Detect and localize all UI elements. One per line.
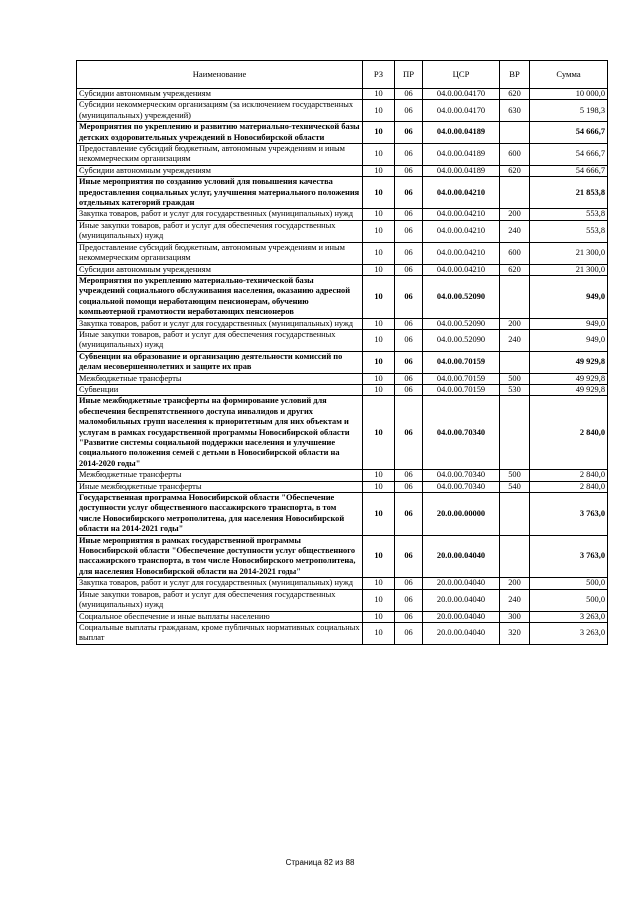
cell-rz: 10 bbox=[363, 481, 395, 492]
column-header-pr: ПР bbox=[395, 61, 423, 89]
cell-name: Социальные выплаты гражданам, кроме публичных нормативных социальных выплат bbox=[77, 622, 363, 644]
cell-name: Социальное обеспечение и иные выплаты населению bbox=[77, 611, 363, 622]
cell-vr bbox=[500, 275, 530, 318]
cell-vr: 240 bbox=[500, 329, 530, 351]
cell-pr: 06 bbox=[395, 318, 423, 329]
cell-name: Иные межбюджетные трансферты bbox=[77, 481, 363, 492]
cell-csr: 04.0.00.70340 bbox=[423, 481, 500, 492]
cell-pr: 06 bbox=[395, 144, 423, 166]
cell-name: Закупка товаров, работ и услуг для государственных (муниципальных) нужд bbox=[77, 578, 363, 589]
cell-pr: 06 bbox=[395, 493, 423, 536]
cell-sum: 3 763,0 bbox=[530, 493, 608, 536]
cell-sum: 949,0 bbox=[530, 329, 608, 351]
cell-pr: 06 bbox=[395, 384, 423, 395]
cell-name: Закупка товаров, работ и услуг для государственных (муниципальных) нужд bbox=[77, 209, 363, 220]
table-row bbox=[77, 220, 608, 242]
cell-csr: 04.0.00.04210 bbox=[423, 264, 500, 275]
cell-sum: 3 263,0 bbox=[530, 611, 608, 622]
cell-vr: 200 bbox=[500, 578, 530, 589]
cell-rz: 10 bbox=[363, 220, 395, 242]
cell-csr: 04.0.00.52090 bbox=[423, 329, 500, 351]
cell-sum: 49 929,8 bbox=[530, 351, 608, 373]
cell-rz: 10 bbox=[363, 622, 395, 644]
cell-name: Субвенции на образование и организацию деятельности комиссий по делам несовершеннолетних и защите их прав bbox=[77, 351, 363, 373]
cell-sum: 2 840,0 bbox=[530, 481, 608, 492]
cell-vr: 500 bbox=[500, 470, 530, 481]
cell-vr: 630 bbox=[500, 100, 530, 122]
cell-csr: 04.0.00.04210 bbox=[423, 220, 500, 242]
page-number: Страница 82 из 88 bbox=[285, 858, 355, 867]
cell-sum: 21 300,0 bbox=[530, 264, 608, 275]
cell-vr bbox=[500, 177, 530, 209]
column-header-sum: Сумма bbox=[530, 61, 608, 89]
table-row bbox=[77, 329, 608, 351]
cell-csr: 04.0.00.70340 bbox=[423, 396, 500, 470]
cell-rz: 10 bbox=[363, 351, 395, 373]
cell-pr: 06 bbox=[395, 275, 423, 318]
table-row bbox=[77, 264, 608, 275]
table-row bbox=[77, 177, 608, 209]
cell-vr: 200 bbox=[500, 209, 530, 220]
table-row bbox=[77, 100, 608, 122]
cell-csr: 04.0.00.04189 bbox=[423, 165, 500, 176]
table-row bbox=[77, 396, 608, 470]
cell-sum: 21 300,0 bbox=[530, 242, 608, 264]
table-row bbox=[77, 578, 608, 589]
cell-sum: 54 666,7 bbox=[530, 165, 608, 176]
cell-vr: 600 bbox=[500, 144, 530, 166]
cell-vr: 500 bbox=[500, 373, 530, 384]
cell-rz: 10 bbox=[363, 177, 395, 209]
table-row bbox=[77, 89, 608, 100]
cell-csr: 20.0.00.04040 bbox=[423, 622, 500, 644]
cell-pr: 06 bbox=[395, 329, 423, 351]
cell-rz: 10 bbox=[363, 493, 395, 536]
cell-pr: 06 bbox=[395, 481, 423, 492]
cell-name: Закупка товаров, работ и услуг для государственных (муниципальных) нужд bbox=[77, 318, 363, 329]
table-row bbox=[77, 384, 608, 395]
cell-rz: 10 bbox=[363, 242, 395, 264]
cell-name: Иные закупки товаров, работ и услуг для обеспечения государственных (муниципальных) нужд bbox=[77, 589, 363, 611]
cell-csr: 04.0.00.70159 bbox=[423, 373, 500, 384]
cell-vr: 240 bbox=[500, 220, 530, 242]
cell-csr: 20.0.00.04040 bbox=[423, 535, 500, 578]
cell-csr: 04.0.00.04210 bbox=[423, 209, 500, 220]
table-row bbox=[77, 611, 608, 622]
cell-pr: 06 bbox=[395, 264, 423, 275]
cell-sum: 49 929,8 bbox=[530, 384, 608, 395]
cell-pr: 06 bbox=[395, 177, 423, 209]
cell-vr: 200 bbox=[500, 318, 530, 329]
cell-csr: 04.0.00.04210 bbox=[423, 242, 500, 264]
table-row bbox=[77, 122, 608, 144]
cell-vr bbox=[500, 122, 530, 144]
column-header-name: Наименование bbox=[77, 61, 363, 89]
budget-table bbox=[76, 60, 608, 645]
cell-rz: 10 bbox=[363, 470, 395, 481]
cell-vr: 540 bbox=[500, 481, 530, 492]
cell-rz: 10 bbox=[363, 165, 395, 176]
cell-csr: 04.0.00.04170 bbox=[423, 100, 500, 122]
cell-csr: 20.0.00.04040 bbox=[423, 578, 500, 589]
cell-vr: 530 bbox=[500, 384, 530, 395]
cell-rz: 10 bbox=[363, 122, 395, 144]
cell-name: Иные мероприятия по созданию условий для повышения качества предоставления социальных услуг, улучшения материального положения отдельных категорий граждан bbox=[77, 177, 363, 209]
cell-sum: 553,8 bbox=[530, 220, 608, 242]
cell-csr: 04.0.00.04189 bbox=[423, 144, 500, 166]
cell-vr: 320 bbox=[500, 622, 530, 644]
table-row bbox=[77, 209, 608, 220]
table-row bbox=[77, 144, 608, 166]
cell-sum: 949,0 bbox=[530, 275, 608, 318]
cell-name: Субвенции bbox=[77, 384, 363, 395]
cell-sum: 2 840,0 bbox=[530, 470, 608, 481]
cell-pr: 06 bbox=[395, 470, 423, 481]
cell-rz: 10 bbox=[363, 373, 395, 384]
table-row bbox=[77, 481, 608, 492]
cell-pr: 06 bbox=[395, 611, 423, 622]
cell-name: Субсидии автономным учреждениям bbox=[77, 165, 363, 176]
cell-sum: 5 198,3 bbox=[530, 100, 608, 122]
cell-csr: 04.0.00.52090 bbox=[423, 318, 500, 329]
cell-sum: 21 853,8 bbox=[530, 177, 608, 209]
table-row bbox=[77, 318, 608, 329]
cell-pr: 06 bbox=[395, 100, 423, 122]
cell-sum: 49 929,8 bbox=[530, 373, 608, 384]
table-row bbox=[77, 373, 608, 384]
cell-rz: 10 bbox=[363, 318, 395, 329]
cell-sum: 3 263,0 bbox=[530, 622, 608, 644]
cell-vr: 300 bbox=[500, 611, 530, 622]
cell-rz: 10 bbox=[363, 578, 395, 589]
cell-vr: 600 bbox=[500, 242, 530, 264]
cell-sum: 553,8 bbox=[530, 209, 608, 220]
cell-vr bbox=[500, 351, 530, 373]
cell-name: Иные закупки товаров, работ и услуг для обеспечения государственных (муниципальных) нужд bbox=[77, 220, 363, 242]
cell-name: Межбюджетные трансферты bbox=[77, 373, 363, 384]
cell-rz: 10 bbox=[363, 264, 395, 275]
cell-pr: 06 bbox=[395, 165, 423, 176]
cell-csr: 20.0.00.04040 bbox=[423, 611, 500, 622]
cell-sum: 2 840,0 bbox=[530, 396, 608, 470]
cell-pr: 06 bbox=[395, 578, 423, 589]
table-row bbox=[77, 165, 608, 176]
cell-csr: 04.0.00.70159 bbox=[423, 351, 500, 373]
cell-vr bbox=[500, 535, 530, 578]
cell-pr: 06 bbox=[395, 122, 423, 144]
cell-csr: 04.0.00.04170 bbox=[423, 89, 500, 100]
cell-name: Межбюджетные трансферты bbox=[77, 470, 363, 481]
cell-sum: 10 000,0 bbox=[530, 89, 608, 100]
cell-rz: 10 bbox=[363, 384, 395, 395]
cell-vr: 620 bbox=[500, 89, 530, 100]
cell-rz: 10 bbox=[363, 89, 395, 100]
cell-rz: 10 bbox=[363, 144, 395, 166]
cell-sum: 54 666,7 bbox=[530, 122, 608, 144]
cell-vr: 240 bbox=[500, 589, 530, 611]
cell-pr: 06 bbox=[395, 242, 423, 264]
table-row bbox=[77, 589, 608, 611]
cell-rz: 10 bbox=[363, 611, 395, 622]
cell-pr: 06 bbox=[395, 89, 423, 100]
cell-rz: 10 bbox=[363, 100, 395, 122]
cell-sum: 54 666,7 bbox=[530, 144, 608, 166]
table-header-row bbox=[77, 61, 608, 89]
cell-rz: 10 bbox=[363, 535, 395, 578]
cell-pr: 06 bbox=[395, 220, 423, 242]
cell-csr: 20.0.00.04040 bbox=[423, 589, 500, 611]
cell-pr: 06 bbox=[395, 351, 423, 373]
cell-pr: 06 bbox=[395, 396, 423, 470]
cell-sum: 500,0 bbox=[530, 578, 608, 589]
table-row bbox=[77, 470, 608, 481]
table-row bbox=[77, 535, 608, 578]
cell-name: Предоставление субсидий бюджетным, автономным учреждениям и иным некоммерческим организациям bbox=[77, 144, 363, 166]
cell-pr: 06 bbox=[395, 535, 423, 578]
cell-name: Мероприятия по укреплению и развитию материально-технической базы детских оздоровительных учреждений в Новосибирской области bbox=[77, 122, 363, 144]
cell-rz: 10 bbox=[363, 329, 395, 351]
cell-pr: 06 bbox=[395, 589, 423, 611]
cell-name: Иные мероприятия в рамках государственной программы Новосибирской области "Обеспечение доступности услуг общественного пассажирского транспорта, в том числе Новосибирского метрополитена, для населения Новосибирской области на 2014-2021 годы" bbox=[77, 535, 363, 578]
cell-csr: 04.0.00.70159 bbox=[423, 384, 500, 395]
column-header-rz: РЗ bbox=[363, 61, 395, 89]
cell-rz: 10 bbox=[363, 589, 395, 611]
cell-name: Субсидии автономным учреждениям bbox=[77, 89, 363, 100]
cell-name: Предоставление субсидий бюджетным, автономным учреждениям и иным некоммерческим организациям bbox=[77, 242, 363, 264]
cell-csr: 04.0.00.04210 bbox=[423, 177, 500, 209]
cell-pr: 06 bbox=[395, 622, 423, 644]
cell-pr: 06 bbox=[395, 373, 423, 384]
cell-csr: 04.0.00.70340 bbox=[423, 470, 500, 481]
cell-rz: 10 bbox=[363, 275, 395, 318]
table-row bbox=[77, 275, 608, 318]
cell-csr: 04.0.00.04189 bbox=[423, 122, 500, 144]
cell-rz: 10 bbox=[363, 396, 395, 470]
cell-name: Государственная программа Новосибирской области "Обеспечение доступности услуг общественного пассажирского транспорта, в том числе Новосибирского метрополитена, для населения Новосибирской области на 2014-2021 годы" bbox=[77, 493, 363, 536]
cell-vr bbox=[500, 396, 530, 470]
cell-vr: 620 bbox=[500, 165, 530, 176]
table-body bbox=[77, 89, 608, 645]
cell-name: Иные закупки товаров, работ и услуг для обеспечения государственных (муниципальных) нужд bbox=[77, 329, 363, 351]
cell-sum: 949,0 bbox=[530, 318, 608, 329]
table-row bbox=[77, 351, 608, 373]
cell-name: Субсидии некоммерческим организациям (за исключением государственных (муниципальных) учреждений) bbox=[77, 100, 363, 122]
cell-rz: 10 bbox=[363, 209, 395, 220]
cell-csr: 20.0.00.00000 bbox=[423, 493, 500, 536]
cell-vr bbox=[500, 493, 530, 536]
table-row bbox=[77, 493, 608, 536]
cell-name: Иные межбюджетные трансферты на формирование условий для обеспечения беспрепятственного доступа инвалидов и других маломобильных групп населения к приоритетным для них объектам и услугам в рамках государственной программы Новосибирской области "Развитие системы социальной поддержки населения и улучшение социального положения семей с детьми в Новосибирской области на 2014-2020 годы" bbox=[77, 396, 363, 470]
column-header-vr: ВР bbox=[500, 61, 530, 89]
cell-sum: 500,0 bbox=[530, 589, 608, 611]
table-row bbox=[77, 622, 608, 644]
cell-name: Субсидии автономным учреждениям bbox=[77, 264, 363, 275]
cell-sum: 3 763,0 bbox=[530, 535, 608, 578]
column-header-csr: ЦСР bbox=[423, 61, 500, 89]
cell-name: Мероприятия по укреплению материально-технической базы учреждений социального обслуживания населения, оказанию адресной социальной помощи неработающим пенсионерам, обучению компьютерной грамотности неработающих пенсионеров bbox=[77, 275, 363, 318]
cell-pr: 06 bbox=[395, 209, 423, 220]
table-row bbox=[77, 242, 608, 264]
cell-csr: 04.0.00.52090 bbox=[423, 275, 500, 318]
cell-vr: 620 bbox=[500, 264, 530, 275]
